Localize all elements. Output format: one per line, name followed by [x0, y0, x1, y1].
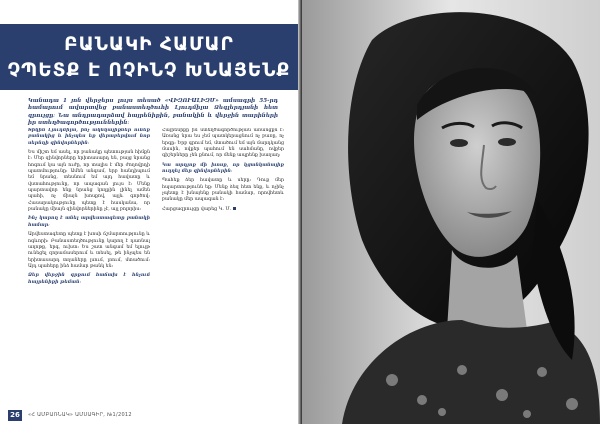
article-title-line-2: ՉՊԵՏՔ Է ՈՉԻՆՉ ԽՆԱՅԵՆՔ — [7, 60, 291, 81]
article-title-line-1: ԲԱՆԱԿԻ ՀԱՄԱՐ — [64, 34, 234, 55]
body-column-2 — [162, 128, 284, 390]
body-paragraph: Հարցազրույցը վարեց Կ. Մ. — [162, 207, 284, 213]
eye-left — [450, 139, 468, 147]
body-paragraph: Հայրենիքը իմ ստեղծագործության առանցքն է։ Առանց նրա ես չեմ պատկերացնում ոչ բառը, ոչ երգը։ Երբ գրում եմ, մտածում եմ այն մարդկանց մասին, ովքեր պահում են սահմանը, ովքեր գիշերները չեն քնում, որ մենք ապրենք խաղաղ։ — [162, 128, 284, 159]
body-paragraph: Պահեք ձեր հավատը և սերը։ Դուք մեր հպարտությունն եք։ Մենք ձեզ հետ ենք, և ոչինչ չպետք է խնայենք բանակի համար, որովհետև բանակը մեր ապագան է։ — [162, 178, 284, 203]
right-page — [302, 0, 600, 424]
article-lead: Կանադա 1 յոն վերջերս լույս տեսած «ՎԻԶՈՒԱԼԻԶՄ» ամսագրի 55-րդ համարում ավարտվեց բանաստեղծուհի Լյուդմիլա Ձեգլերդյանի հետ զրույցը։ Նա անդրադարձավ հայրենիքին, բանակին և վերջին տարիների իր ստեղծագործություններին։ — [28, 98, 278, 127]
body-column-1 — [28, 128, 150, 390]
interview-question: Կա արդյոք մի խոսք, որ կցանկանայիք ուղղել մեր զինվորներին։ — [162, 162, 284, 175]
interview-question: Ինչ կարող է անել արվեստագետը բանակի համար։ — [28, 216, 150, 228]
eye-right — [498, 138, 516, 146]
title-band — [0, 24, 298, 90]
interview-question: Ձեր վերջին գրքում հաճախ է հնչում հայրենիքի թեման։ — [28, 273, 150, 285]
body-paragraph: Արվեստագետը պետք է խոսի ճշմարտությունը և ոգևորի։ Բանաստեղծությունը կարող է դառնալ աղոթք, երգ, ուխտ։ Ես շատ անգամ եմ ելույթ ունեցել զորամասերում և տեսել, թե ինչպես են երիտասարդ տղաները լսում, լռում, մտածում։ Այդ պահերը ինձ համար թանկ են։ — [28, 232, 150, 269]
portrait-photo — [302, 0, 600, 424]
page-number-box — [8, 410, 22, 421]
article-body — [28, 128, 290, 390]
page-footer — [0, 406, 298, 424]
end-mark — [233, 207, 236, 210]
page-number: 26 — [10, 411, 20, 419]
left-page — [0, 0, 298, 424]
body-paragraph: Ես միշտ եմ ասել, որ բանակը պետության հիմքն է։ Մեր զինվորները երիտասարդ են, բայց նրանց հոգում կա այն ուժը, որ տալիս է մեր ժողովրդի պատմությունը։ Ամեն անգամ, երբ հանդիպում եմ նրանց, տեսնում եմ այդ հավատը և վստահությունը, որ ապագան լույս է։ Մենք պարտավոր ենք նրանց կողքին լինել ամեն պահի, ոչ միայն խոսքով, այլև գործով։ Հասարակությունը պետք է հասկանա, որ բանակը միայն զինվորներինը չէ, այլ բոլորիս։ — [28, 150, 150, 213]
running-footer: «Հ ԱՄԲԱՌՆԱԿ» ԱՄՍԱԳԻՐ, №1/2012 — [28, 412, 132, 418]
interview-question: Տիկին Լյուդմիլա, ինչ ակնկալիքներ ունեք բանակից և ինչպես եք վերաբերվում նոր սերնդի զինվորներին։ — [28, 128, 150, 146]
